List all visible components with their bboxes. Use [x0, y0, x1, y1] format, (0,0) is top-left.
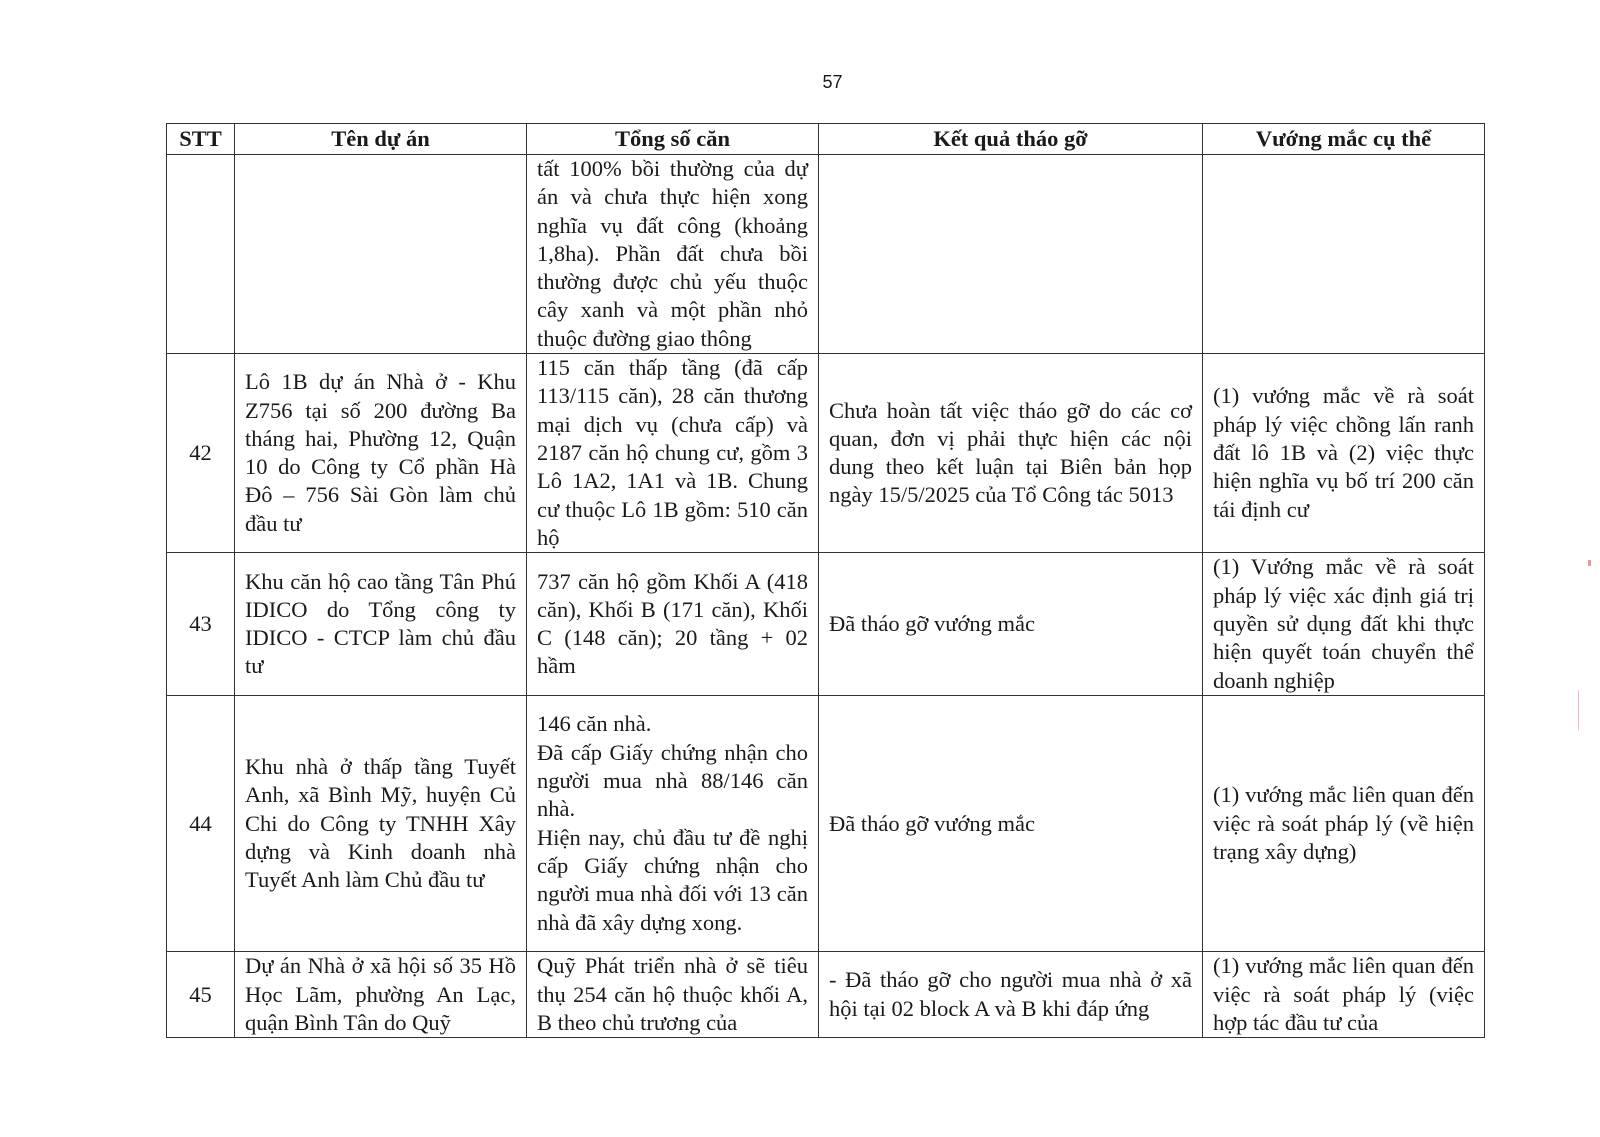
- cell-result: Đã tháo gỡ vướng mắc: [819, 553, 1203, 696]
- cell-issue: (1) vướng mắc liên quan đến việc rà soát pháp lý (về hiện trạng xây dựng): [1203, 696, 1485, 952]
- cell-project: Lô 1B dự án Nhà ở - Khu Z756 tại số 200 đường Ba tháng hai, Phường 12, Quận 10 do Công ty Cổ phần Hà Đô – 756 Sài Gòn làm chủ đầu tư: [235, 354, 527, 553]
- cell-units: tất 100% bồi thường của dự án và chưa thực hiện xong nghĩa vụ đất công (khoảng 1,8ha). Phần đất chưa bồi thường được chủ yếu thuộc cây xanh và một phần nhỏ thuộc đường giao thông: [527, 155, 819, 354]
- cell-project: Khu căn hộ cao tầng Tân Phú IDICO do Tổng công ty IDICO - CTCP làm chủ đầu tư: [235, 553, 527, 696]
- table-header-row: [167, 124, 1485, 155]
- table-row: [167, 952, 1485, 1038]
- margin-mark-dot: [1588, 560, 1591, 566]
- margin-scan-mark: [1578, 690, 1593, 730]
- cell-units: 115 căn thấp tầng (đã cấp 113/115 căn), 28 căn thương mại dịch vụ (chưa cấp) và 2187 căn hộ chung cư, gồm 3 Lô 1A2, 1A1 và 1B. Chung cư thuộc Lô 1B gồm: 510 căn hộ: [527, 354, 819, 553]
- cell-result: Chưa hoàn tất việc tháo gỡ do các cơ quan, đơn vị phải thực hiện các nội dung theo kết luận tại Biên bản họp ngày 15/5/2025 của Tổ Công tác 5013: [819, 354, 1203, 553]
- cell-stt: 43: [167, 553, 235, 696]
- cell-stt: 44: [167, 696, 235, 952]
- cell-stt: 45: [167, 952, 235, 1038]
- cell-stt: [167, 155, 235, 354]
- header-specific-issues: Vướng mắc cụ thể: [1203, 124, 1485, 155]
- units-line: Hiện nay, chủ đầu tư đề nghị cấp Giấy chứng nhận cho người mua nhà đối với 13 căn nhà đã xây dựng xong.: [537, 824, 814, 935]
- cell-issue: [1203, 155, 1485, 354]
- cell-result: Đã tháo gỡ vướng mắc: [819, 696, 1203, 952]
- table-row: [167, 696, 1485, 952]
- cell-result: - Đã tháo gỡ cho người mua nhà ở xã hội tại 02 block A và B khi đáp ứng: [819, 952, 1203, 1038]
- table-row: [167, 553, 1485, 696]
- cell-issue: (1) Vướng mắc về rà soát pháp lý việc xác định giá trị quyền sử dụng đất khi thực hiện quyết toán chuyển thể doanh nghiệp: [1203, 553, 1485, 696]
- cell-result: [819, 155, 1203, 354]
- header-stt: STT: [167, 124, 235, 155]
- project-table: [166, 123, 1485, 1038]
- table-row: [167, 354, 1485, 553]
- header-project-name: Tên dự án: [235, 124, 527, 155]
- header-resolution-result: Kết quả tháo gỡ: [819, 124, 1203, 155]
- cell-stt: 42: [167, 354, 235, 553]
- page-number: 57: [822, 72, 843, 92]
- table-row: [167, 155, 1485, 354]
- header-total-units: Tổng số căn: [527, 124, 819, 155]
- cell-issue: (1) vướng mắc liên quan đến việc rà soát pháp lý (việc hợp tác đầu tư của: [1203, 952, 1485, 1038]
- cell-project: Khu nhà ở thấp tầng Tuyết Anh, xã Bình Mỹ, huyện Củ Chi do Công ty TNHH Xây dựng và Kinh doanh nhà Tuyết Anh làm Chủ đầu tư: [235, 696, 527, 952]
- cell-project: Dự án Nhà ở xã hội số 35 Hồ Học Lãm, phường An Lạc, quận Bình Tân do Quỹ: [235, 952, 527, 1038]
- cell-project: [235, 155, 527, 354]
- cell-issue: (1) vướng mắc về rà soát pháp lý việc chồng lấn ranh đất lô 1B và (2) việc thực hiện nghĩa vụ bố trí 200 căn tái định cư: [1203, 354, 1485, 553]
- cell-units: 737 căn hộ gồm Khối A (418 căn), Khối B (171 căn), Khối C (148 căn); 20 tầng + 02 hầm: [527, 553, 819, 696]
- cell-units: [527, 696, 819, 952]
- cell-units: Quỹ Phát triển nhà ở sẽ tiêu thụ 254 căn hộ thuộc khối A, B theo chủ trương của: [527, 952, 819, 1038]
- units-line: Đã cấp Giấy chứng nhận cho người mua nhà 88/146 căn nhà.: [537, 739, 814, 822]
- units-line: 146 căn nhà.: [537, 711, 652, 737]
